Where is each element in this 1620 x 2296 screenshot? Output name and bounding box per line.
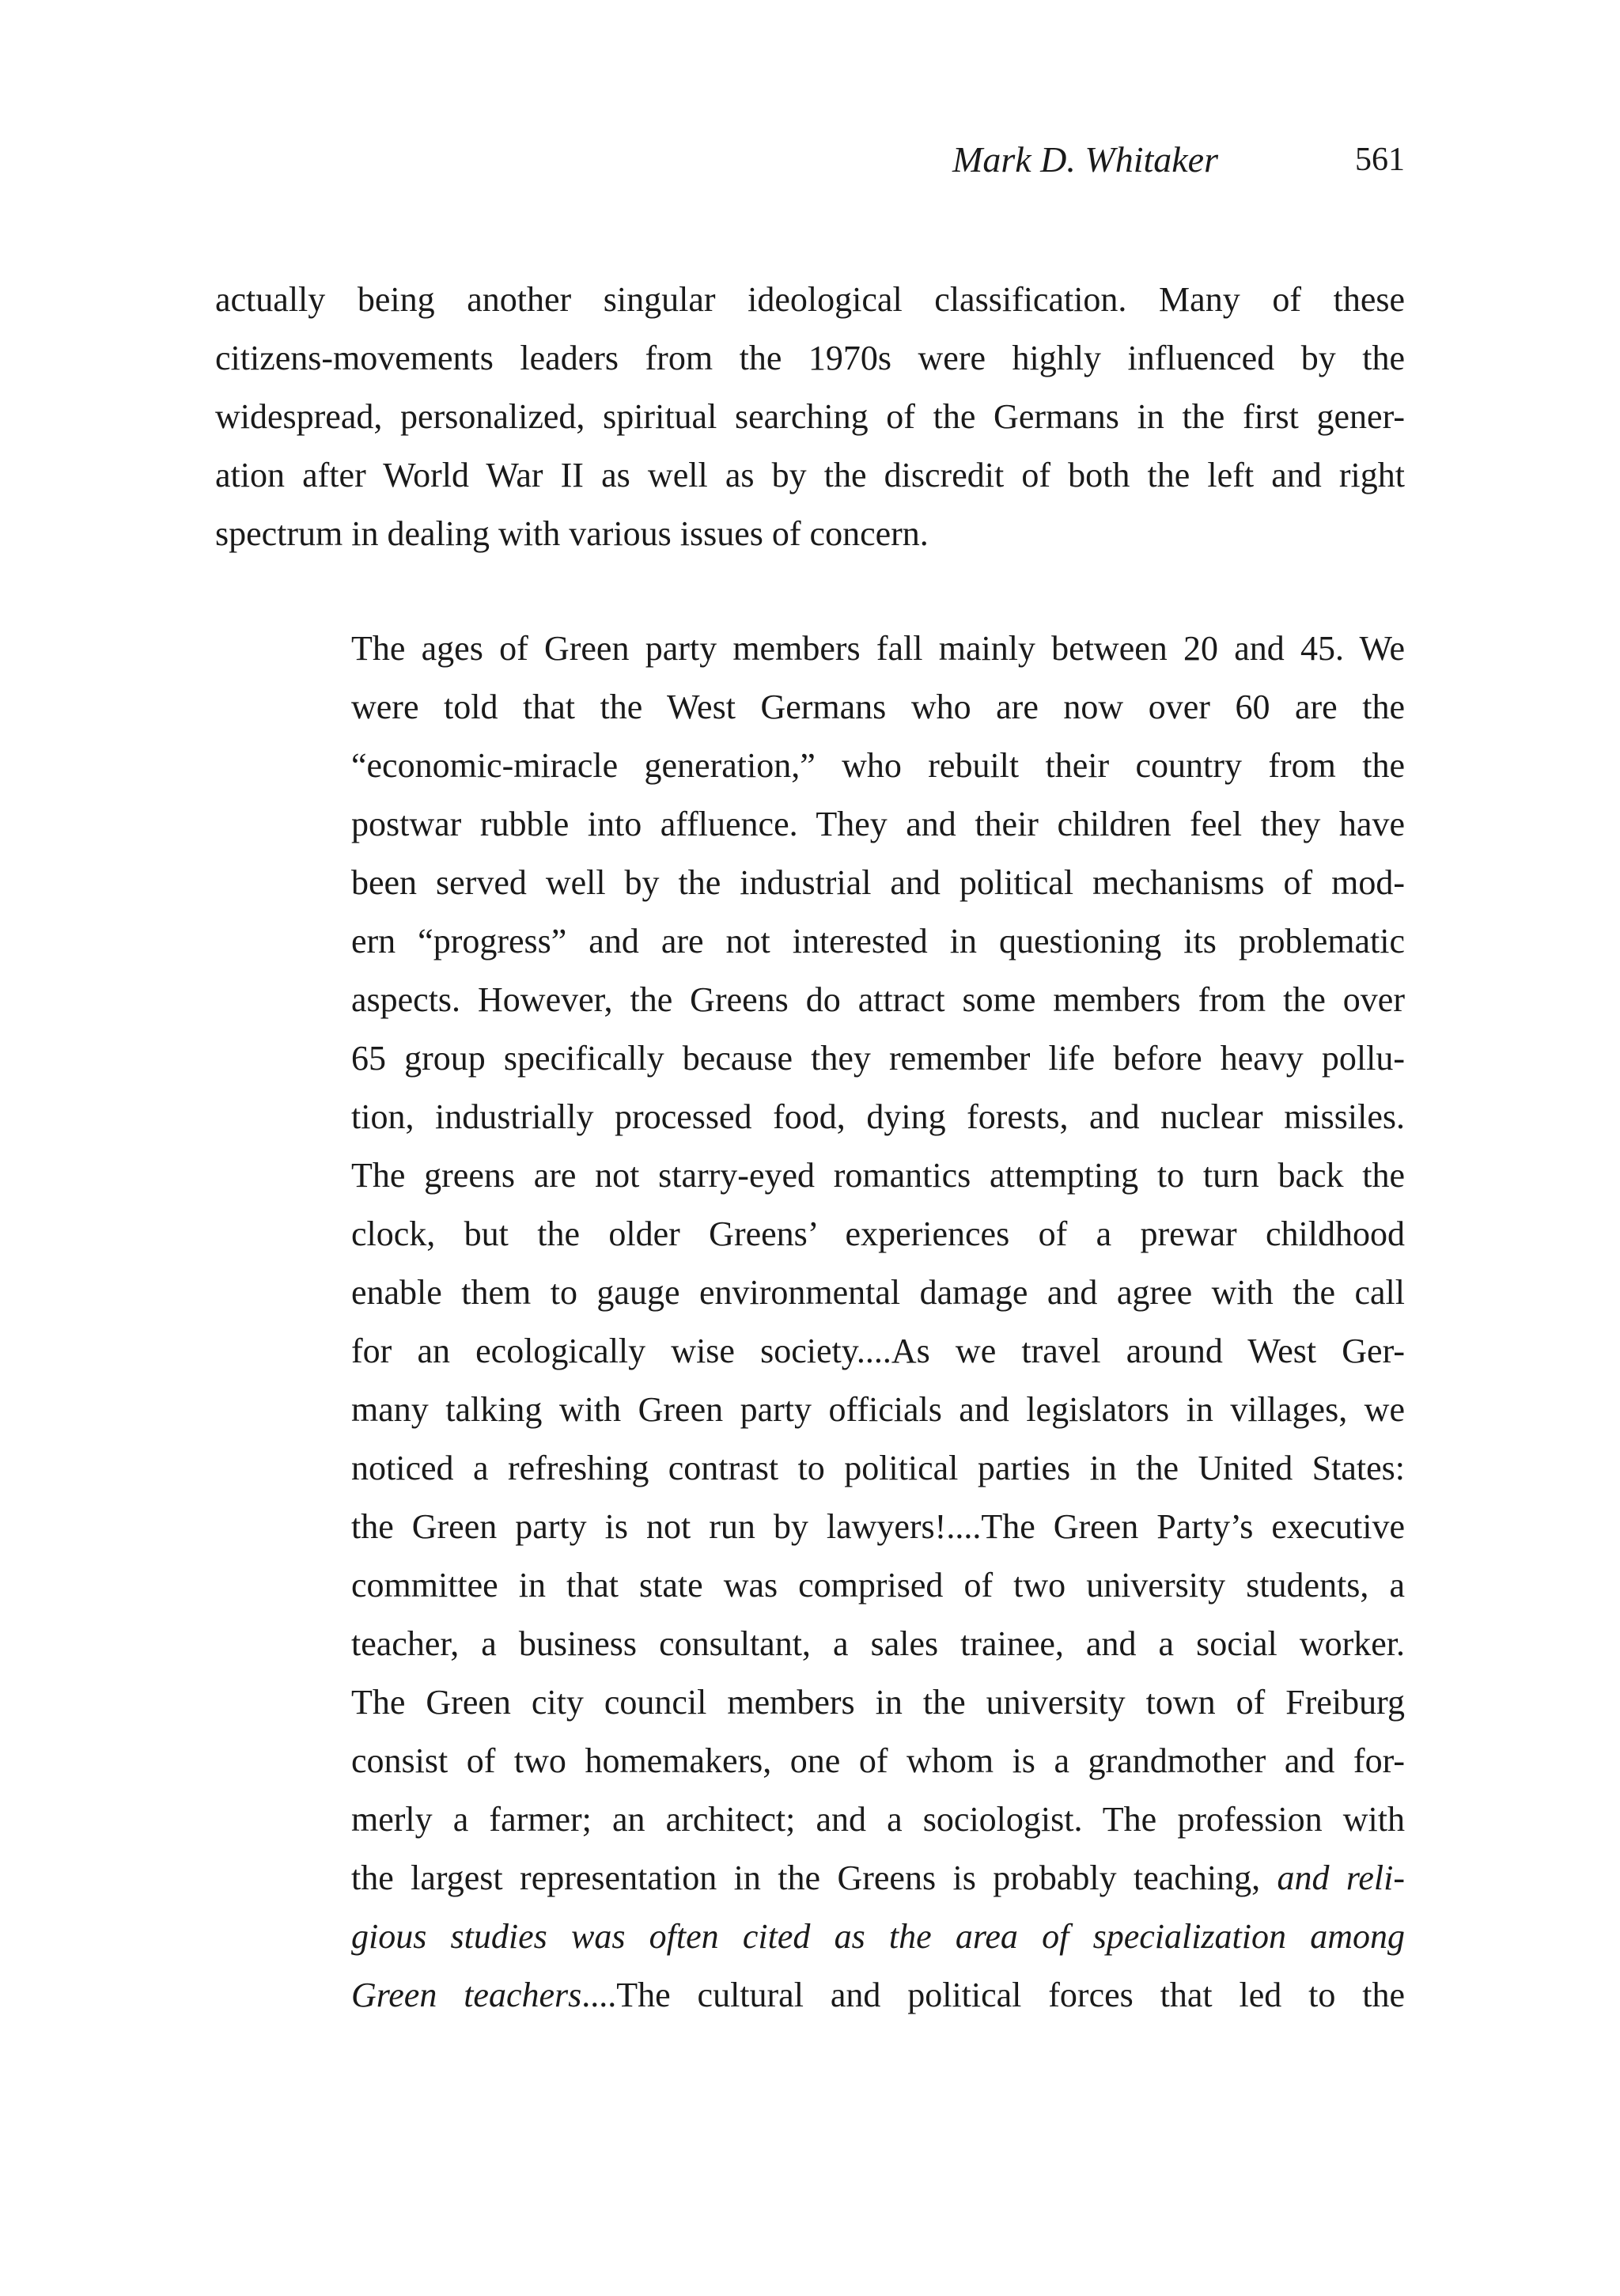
quote-line: noticed a refreshing contrast to political parties in the United States: (351, 1449, 1405, 1487)
quote-text-italic: Green teachers (351, 1976, 582, 2014)
quote-line: The Green city council members in the university town of Freiburg (351, 1683, 1405, 1722)
quote-line (351, 1849, 1405, 1908)
quote-line: for an ecologically wise society....As we travel around West Ger- (351, 1332, 1405, 1370)
quote-line: “economic-miracle generation,” who rebuilt their country from the (351, 746, 1405, 785)
quote-line: were told that the West Germans who are now over 60 are the (351, 688, 1405, 726)
quote-line: committee in that state was comprised of two university students, a (351, 1566, 1405, 1605)
paragraph-line: spectrum in dealing with various issues of concern. (215, 514, 929, 553)
running-header (0, 136, 1620, 184)
quote-line (351, 1966, 1405, 2025)
quote-text-regular: ....The cultural and political forces that led to the (581, 1976, 1405, 2014)
quote-line: ern “progress” and are not interested in questioning its problematic (351, 922, 1405, 960)
block-quote (351, 619, 1405, 2025)
quote-line: teacher, a business consultant, a sales trainee, and a social worker. (351, 1624, 1405, 1663)
paragraph-line: citizens-movements leaders from the 1970s were highly influenced by the (215, 339, 1405, 377)
quote-line: been served well by the industrial and political mechanisms of mod- (351, 863, 1405, 902)
header-author: Mark D. Whitaker (952, 139, 1218, 180)
quote-line: The greens are not starry-eyed romantics attempting to turn back the (351, 1156, 1405, 1195)
quote-line: 65 group specifically because they remember life before heavy pollu- (351, 1039, 1405, 1078)
paragraph-line: widespread, personalized, spiritual searching of the Germans in the first gener- (215, 397, 1405, 436)
quote-text-regular: the largest representation in the Greens is probably teaching, (351, 1858, 1277, 1897)
quote-line: tion, industrially processed food, dying forests, and nuclear missiles. (351, 1097, 1405, 1136)
quote-line: postwar rubble into affluence. They and their children feel they have (351, 805, 1405, 843)
quote-line: the Green party is not run by lawyers!....The Green Party’s executive (351, 1507, 1405, 1546)
quote-line: enable them to gauge environmental damage and agree with the call (351, 1273, 1405, 1312)
quote-line-italic: gious studies was often cited as the area of specialization among (351, 1917, 1405, 1956)
quote-line: The ages of Green party members fall mainly between 20 and 45. We (351, 629, 1405, 668)
quote-line: merly a farmer; an architect; and a sociologist. The profession with (351, 1800, 1405, 1839)
paragraph-line: actually being another singular ideological classification. Many of these (215, 280, 1405, 319)
page-number: 561 (1355, 142, 1405, 178)
quote-line: clock, but the older Greens’ experiences of a prewar childhood (351, 1214, 1405, 1253)
quote-line: aspects. However, the Greens do attract some members from the over (351, 980, 1405, 1019)
quote-line: many talking with Green party officials and legislators in villages, we (351, 1390, 1405, 1429)
paragraph-line: ation after World War II as well as by the discredit of both the left and right (215, 456, 1405, 494)
quote-line: consist of two homemakers, one of whom is a grandmother and for- (351, 1741, 1405, 1780)
quote-text-italic: and reli- (1277, 1858, 1405, 1897)
body-paragraph (215, 271, 1405, 563)
